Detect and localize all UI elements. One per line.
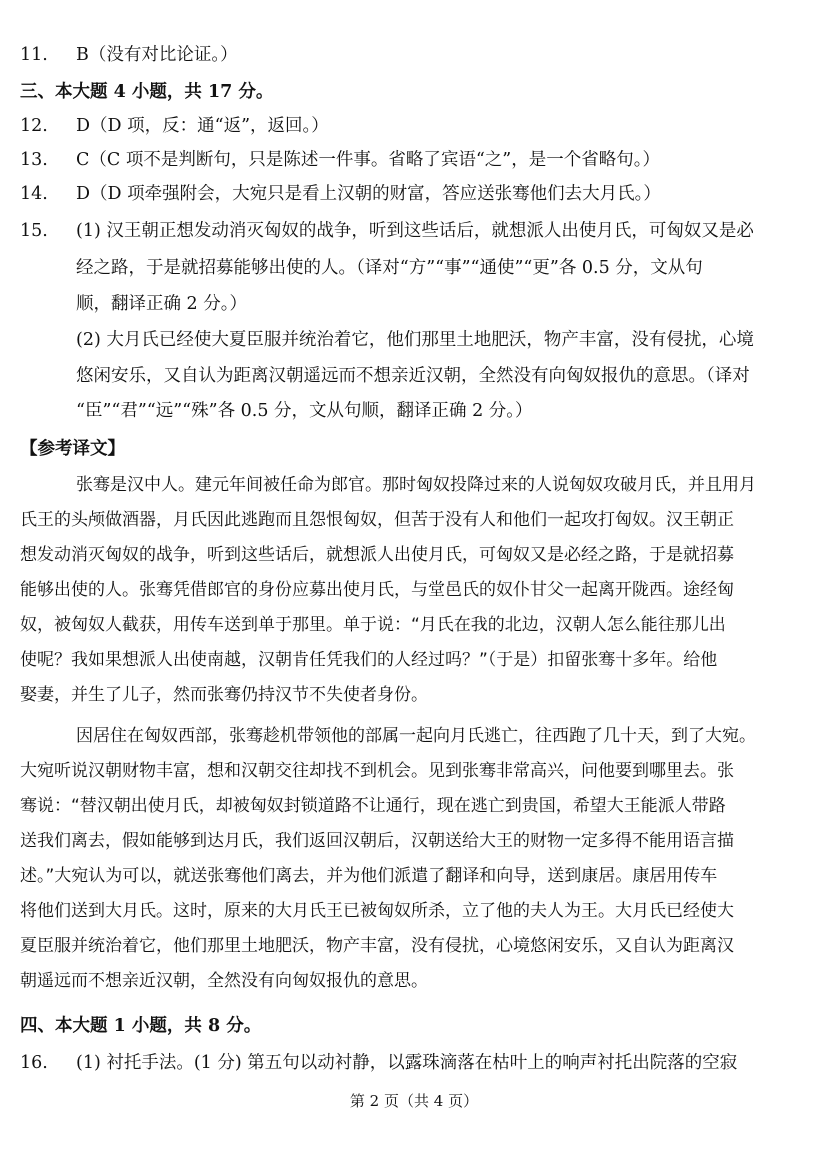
item-16 xyxy=(0,1045,828,1081)
translation-line: 氏王的头颅做酒器，月氏因此逃跑而且怨恨匈奴，但苦于没有人和他们一起攻打匈奴。汉王朝正 xyxy=(20,510,734,530)
item-15-line: 顺，翻译正确 2 分。） xyxy=(76,294,248,314)
item-text: D（D 项牵强附会，大宛只是看上汉朝的财富，答应送张骞他们去大月氏。） xyxy=(76,184,661,204)
item-number: 16. xyxy=(20,1053,48,1073)
translation-line: 大宛听说汉朝财物丰富，想和汉朝交往却找不到机会。见到张骞非常高兴，问他要到哪里去。张 xyxy=(20,761,734,781)
item-15-line: 悠闲安乐，又自认为距离汉朝遥远而不想亲近汉朝，全然没有向匈奴报仇的意思。（译对 xyxy=(76,366,750,386)
item-14 xyxy=(0,176,828,212)
item-13 xyxy=(0,142,828,178)
item-text: C（C 项不是判断句，只是陈述一件事。省略了宾语“之”，是一个省略句。） xyxy=(76,150,660,170)
item-number: 13. xyxy=(20,150,48,170)
item-15-line: 经之路，于是就招募能够出使的人。（译对“方”“事”“通使”“更”各 0.5 分，文从句 xyxy=(76,258,703,278)
item-15-line: “臣”“君”“远”“殊”各 0.5 分，文从句顺，翻译正确 2 分。） xyxy=(76,401,533,421)
translation-line: 因居住在匈奴西部，张骞趁机带领他的部属一起向月氏逃亡，往西跑了几十天，到了大宛。 xyxy=(76,726,756,746)
item-text: (1) 衬托手法。(1 分) 第五句以动衬静，以露珠滴落在枯叶上的响声衬托出院落的空寂 xyxy=(76,1053,738,1073)
item-11 xyxy=(0,37,828,73)
section-heading-3: 三、本大题 4 小题，共 17 分。 xyxy=(20,82,274,102)
translation-line: 夏臣服并统治着它，他们那里土地肥沃，物产丰富，没有侵扰，心境悠闲安乐，又自认为距离汉 xyxy=(20,936,734,956)
translation-line: 将他们送到大月氏。这时，原来的大月氏王已被匈奴所杀，立了他的夫人为王。大月氏已经使大 xyxy=(20,901,734,921)
translation-line: 张骞是汉中人。建元年间被任命为郎官。那时匈奴投降过来的人说匈奴攻破月氏，并且用月 xyxy=(76,475,756,495)
translation-line: 骞说：“替汉朝出使月氏，却被匈奴封锁道路不让通行，现在逃亡到贵国，希望大王能派人带路 xyxy=(20,796,726,816)
section-heading-4: 四、本大题 1 小题，共 8 分。 xyxy=(20,1016,262,1036)
translation-line: 送我们离去，假如能够到达月氏，我们返回汉朝后，汉朝送给大王的财物一定多得不能用语言描 xyxy=(20,831,734,851)
translation-line: 朝遥远而不想亲近汉朝，全然没有向匈奴报仇的意思。 xyxy=(20,971,428,991)
item-number: 12. xyxy=(20,116,48,136)
item-number: 11. xyxy=(20,45,48,65)
translation-line: 述。”大宛认为可以，就送张骞他们离去，并为他们派遣了翻译和向导，送到康居。康居用传车 xyxy=(20,866,718,886)
translation-line: 奴，被匈奴人截获，用传车送到单于那里。单于说：“月氏在我的北边，汉朝人怎么能往那儿出 xyxy=(20,615,726,635)
page-footer: 第 2 页（共 4 页） xyxy=(349,1092,479,1110)
item-15-line: (2) 大月氏已经使大夏臣服并统治着它，他们那里土地肥沃，物产丰富，没有侵扰，心境 xyxy=(76,330,754,350)
translation-line: 娶妻，并生了儿子，然而张骞仍持汉节不失使者身份。 xyxy=(20,685,428,705)
item-number: 15. xyxy=(20,221,48,241)
reference-translation-heading: 【参考译文】 xyxy=(20,439,125,459)
translation-line: 想发动消灭匈奴的战争，听到这些话后，就想派人出使月氏，可匈奴又是必经之路，于是就招募 xyxy=(20,545,734,565)
item-15-line xyxy=(0,213,828,249)
translation-line: 使呢？我如果想派人出使南越，汉朝肯任凭我们的人经过吗？”（于是）扣留张骞十多年。给他 xyxy=(20,650,718,670)
item-text: (1) 汉王朝正想发动消灭匈奴的战争，听到这些话后，就想派人出使月氏，可匈奴又是必 xyxy=(76,221,754,241)
item-text: D（D 项，反：通“返”，返回。） xyxy=(76,116,329,136)
item-number: 14. xyxy=(20,184,48,204)
item-12 xyxy=(0,108,828,144)
translation-line: 能够出使的人。张骞凭借郎官的身份应募出使月氏，与堂邑氏的奴仆甘父一起离开陇西。途经匈 xyxy=(20,580,734,600)
item-text: B（没有对比论证。） xyxy=(76,45,238,65)
